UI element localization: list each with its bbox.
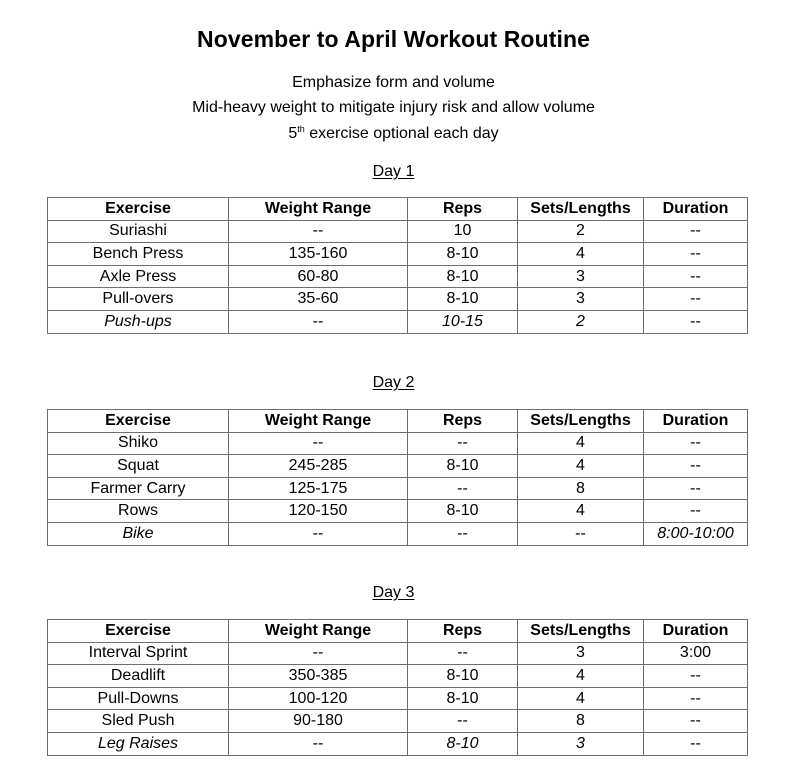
duration-cell: -- (644, 288, 748, 311)
table-row (48, 243, 748, 266)
exercise-cell: Pull-overs (48, 288, 229, 311)
reps-cell: 8-10 (408, 687, 518, 710)
reps-cell: 8-10 (408, 500, 518, 523)
exercise-cell: Bike (48, 522, 229, 545)
weight-cell: 90-180 (229, 710, 408, 733)
weight-cell: -- (229, 522, 408, 545)
col-header-duration: Duration (644, 620, 748, 643)
duration-cell: -- (644, 265, 748, 288)
table-row (48, 288, 748, 311)
table-row (48, 665, 748, 688)
table-row (48, 265, 748, 288)
table-row-optional (48, 732, 748, 755)
col-header-reps: Reps (408, 410, 518, 433)
sets-cell: 3 (518, 642, 644, 665)
weight-cell: 35-60 (229, 288, 408, 311)
duration-cell: -- (644, 310, 748, 333)
exercise-cell: Shiko (48, 432, 229, 455)
table-row (48, 432, 748, 455)
reps-cell: -- (408, 432, 518, 455)
reps-cell: 8-10 (408, 243, 518, 266)
reps-cell: -- (408, 642, 518, 665)
weight-cell: -- (229, 432, 408, 455)
exercise-cell: Squat (48, 455, 229, 478)
note-line-1: Emphasize form and volume (292, 74, 495, 91)
reps-cell: 8-10 (408, 288, 518, 311)
day-1-heading: Day 1 (372, 163, 415, 180)
sets-cell: 3 (518, 265, 644, 288)
duration-cell: -- (644, 732, 748, 755)
weight-cell: 125-175 (229, 477, 408, 500)
col-header-duration: Duration (644, 198, 748, 221)
sets-cell: 8 (518, 710, 644, 733)
table-row (48, 477, 748, 500)
reps-cell: 8-10 (408, 265, 518, 288)
weight-cell: 135-160 (229, 243, 408, 266)
document-title: November to April Workout Routine (196, 26, 591, 52)
col-header-reps: Reps (408, 620, 518, 643)
duration-cell: -- (644, 432, 748, 455)
exercise-cell: Push-ups (48, 310, 229, 333)
table-row-optional (48, 522, 748, 545)
exercise-cell: Axle Press (48, 265, 229, 288)
table-row (48, 642, 748, 665)
reps-cell: 10 (408, 220, 518, 243)
exercise-cell: Leg Raises (48, 732, 229, 755)
duration-cell: -- (644, 477, 748, 500)
day-2-heading: Day 2 (372, 374, 415, 391)
sets-cell: -- (518, 522, 644, 545)
weight-cell: -- (229, 310, 408, 333)
exercise-cell: Suriashi (48, 220, 229, 243)
col-header-reps: Reps (408, 198, 518, 221)
table-row-optional (48, 310, 748, 333)
weight-cell: 100-120 (229, 687, 408, 710)
sets-cell: 4 (518, 455, 644, 478)
reps-cell: 8-10 (408, 732, 518, 755)
exercise-cell: Pull-Downs (48, 687, 229, 710)
table-row (48, 220, 748, 243)
duration-cell: -- (644, 455, 748, 478)
sets-cell: 2 (518, 220, 644, 243)
header-row (48, 410, 748, 433)
col-header-exercise: Exercise (48, 620, 229, 643)
sets-cell: 3 (518, 288, 644, 311)
weight-cell: -- (229, 642, 408, 665)
reps-cell: 8-10 (408, 665, 518, 688)
col-header-exercise: Exercise (48, 410, 229, 433)
note-line-2: Mid-heavy weight to mitigate injury risk and allow volume (192, 99, 595, 116)
day-3-heading: Day 3 (372, 584, 415, 601)
exercise-cell: Bench Press (48, 243, 229, 266)
sets-cell: 4 (518, 432, 644, 455)
col-header-weight-range: Weight Range (229, 198, 408, 221)
sets-cell: 4 (518, 687, 644, 710)
col-header-exercise: Exercise (48, 198, 229, 221)
exercise-cell: Farmer Carry (48, 477, 229, 500)
weight-cell: -- (229, 732, 408, 755)
duration-cell: -- (644, 710, 748, 733)
col-header-sets-lengths: Sets/Lengths (518, 620, 644, 643)
weight-cell: 120-150 (229, 500, 408, 523)
duration-cell: -- (644, 500, 748, 523)
day-3-table (47, 619, 748, 756)
ordinal-suffix: th (297, 124, 305, 134)
duration-cell: -- (644, 665, 748, 688)
duration-cell: 3:00 (644, 642, 748, 665)
table-row (48, 455, 748, 478)
weight-cell: 60-80 (229, 265, 408, 288)
duration-cell: -- (644, 687, 748, 710)
col-header-duration: Duration (644, 410, 748, 433)
table-row (48, 710, 748, 733)
duration-cell: -- (644, 220, 748, 243)
table-row (48, 687, 748, 710)
sets-cell: 3 (518, 732, 644, 755)
weight-cell: 245-285 (229, 455, 408, 478)
header-row (48, 620, 748, 643)
sets-cell: 4 (518, 243, 644, 266)
col-header-sets-lengths: Sets/Lengths (518, 198, 644, 221)
col-header-weight-range: Weight Range (229, 620, 408, 643)
sets-cell: 2 (518, 310, 644, 333)
col-header-weight-range: Weight Range (229, 410, 408, 433)
day-1-table (47, 197, 748, 334)
weight-cell: -- (229, 220, 408, 243)
table-row (48, 500, 748, 523)
sets-cell: 4 (518, 665, 644, 688)
exercise-cell: Rows (48, 500, 229, 523)
ordinal-number: 5 (288, 125, 298, 142)
duration-cell: -- (644, 243, 748, 266)
day-2-table (47, 409, 748, 546)
duration-cell: 8:00-10:00 (644, 522, 748, 545)
reps-cell: -- (408, 522, 518, 545)
exercise-cell: Interval Sprint (48, 642, 229, 665)
reps-cell: -- (408, 477, 518, 500)
col-header-sets-lengths: Sets/Lengths (518, 410, 644, 433)
reps-cell: 8-10 (408, 455, 518, 478)
header-row (48, 198, 748, 221)
weight-cell: 350-385 (229, 665, 408, 688)
reps-cell: -- (408, 710, 518, 733)
note-text: exercise optional each day (304, 125, 499, 142)
exercise-cell: Deadlift (48, 665, 229, 688)
sets-cell: 4 (518, 500, 644, 523)
sets-cell: 8 (518, 477, 644, 500)
reps-cell: 10-15 (408, 310, 518, 333)
note-line-3 (0, 124, 787, 143)
exercise-cell: Sled Push (48, 710, 229, 733)
